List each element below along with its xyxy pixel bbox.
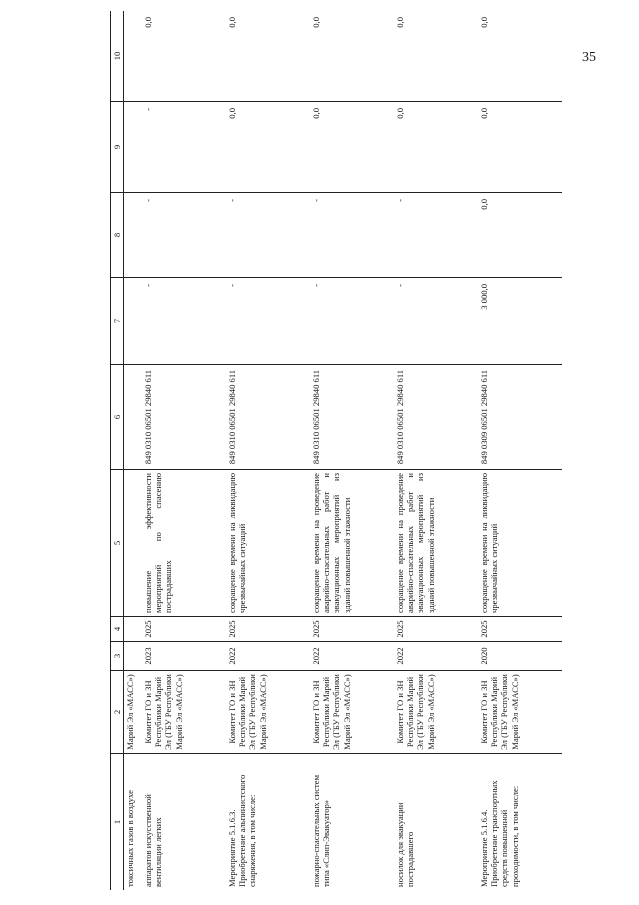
table-header	[111, 11, 124, 890]
header-col-7: 7	[111, 278, 124, 365]
cell-end-year	[124, 617, 143, 642]
cell-result	[124, 470, 143, 617]
cell-description: аппаратов искусственной вентиляции легких	[143, 794, 164, 887]
cell-executor: Комитет ГО и ЗН Республики Марий Эл (ГБУ Республики Марий Эл «МАСС»)	[226, 671, 310, 754]
cell-value-8	[124, 193, 143, 278]
cell-start-year: 2022	[394, 642, 478, 671]
header-col-2: 2	[111, 671, 124, 754]
table-row	[124, 11, 143, 890]
cell-end-year: 2025	[142, 617, 226, 642]
cell-value-8: -	[394, 193, 478, 278]
header-row	[111, 11, 124, 890]
cell-value-9: -	[142, 102, 226, 193]
cell-result: повышение эффективности мероприятий по спасению пострадавших	[142, 470, 226, 617]
cell-start-year: 2022	[310, 642, 394, 671]
cell-result: сокращение времени на ликвидацию чрезвычайных ситуаций	[478, 470, 562, 617]
cell-value-10: 0,0	[394, 11, 478, 102]
page-number: 35	[582, 50, 596, 65]
cell-description: носилок для эвакуации пострадавшего	[395, 802, 416, 887]
measures-table	[110, 11, 562, 890]
table-body	[124, 11, 563, 890]
cell-budget-code	[124, 365, 143, 470]
header-col-9: 9	[111, 102, 124, 193]
cell-executor: Комитет ГО и ЗН Республики Марий Эл (ГБУ Республики Марий Эл «МАСС»)	[394, 671, 478, 754]
header-col-3: 3	[111, 642, 124, 671]
cell-description: Мероприятие 5.1.6.4. Приобретение транспортных средств повышенной проходимости, в том числе:	[479, 780, 520, 887]
cell-budget-code: 849 0310 06501 29840 611	[226, 365, 310, 470]
header-col-8: 8	[111, 193, 124, 278]
cell-value-9: 0,0	[310, 102, 394, 193]
cell-executor: Комитет ГО и ЗН Республики Марий Эл (ГБУ Республики Марий Эл «МАСС»)	[310, 671, 394, 754]
cell-value-7: -	[394, 278, 478, 365]
cell-value-8: -	[142, 193, 226, 278]
cell-end-year: 2025	[310, 617, 394, 642]
cell-executor: Марий Эл «МАСС»)	[124, 671, 143, 754]
table-row	[478, 11, 562, 890]
cell-result: сокращение времени на проведение аварийно-спасательных работ и эвакуационных мероприятий из зданий повышенной этажности	[394, 470, 478, 617]
table-row	[310, 11, 394, 890]
cell-value-7	[124, 278, 143, 365]
cell-value-8: -	[310, 193, 394, 278]
header-col-5: 5	[111, 470, 124, 617]
cell-description: пожарно-спасательных систем типа «Слип-Эвакуатор»	[311, 774, 332, 887]
table-row	[226, 11, 310, 890]
cell-value-7: -	[226, 278, 310, 365]
cell-value-10: 0,0	[226, 11, 310, 102]
cell-start-year: 2023	[142, 642, 226, 671]
cell-value-10: 0,0	[478, 11, 562, 102]
cell-value-7: -	[310, 278, 394, 365]
cell-value-8: -	[226, 193, 310, 278]
cell-start-year: 2020	[478, 642, 562, 671]
cell-value-9: 0,0	[394, 102, 478, 193]
cell-end-year: 2025	[226, 617, 310, 642]
cell-value-10	[124, 11, 143, 102]
cell-start-year: 2022	[226, 642, 310, 671]
cell-value-9: 0,0	[478, 102, 562, 193]
cell-executor: Комитет ГО и ЗН Республики Марий Эл (ГБУ Республики Марий Эл «МАСС»)	[142, 671, 226, 754]
cell-description: Мероприятие 5.1.6.3. Приобретение альпинистского снаряжения, в том числе:	[227, 774, 258, 887]
cell-value-9: 0,0	[226, 102, 310, 193]
cell-budget-code: 849 0310 06501 29840 611	[394, 365, 478, 470]
table-row	[394, 11, 478, 890]
header-col-6: 6	[111, 365, 124, 470]
cell-value-7: -	[142, 278, 226, 365]
cell-value-10: 0,0	[310, 11, 394, 102]
cell-result: сокращение времени на проведение аварийно-спасательных работ и эвакуационных мероприятий из зданий повышенной этажности	[310, 470, 394, 617]
cell-value-7: 3 000,0	[478, 278, 562, 365]
cell-start-year	[124, 642, 143, 671]
cell-value-9	[124, 102, 143, 193]
cell-end-year: 2025	[478, 617, 562, 642]
cell-budget-code: 849 0310 06501 29840 611	[142, 365, 226, 470]
cell-end-year: 2025	[394, 617, 478, 642]
header-col-4: 4	[111, 617, 124, 642]
table-row	[142, 11, 226, 890]
cell-description: токсичных газов в воздухе	[125, 790, 136, 887]
cell-value-8: 0,0	[478, 193, 562, 278]
cell-value-10: 0,0	[142, 11, 226, 102]
header-col-1: 1	[111, 754, 124, 891]
cell-budget-code: 849 0309 06501 29840 611	[478, 365, 562, 470]
cell-budget-code: 849 0310 06501 29840 611	[310, 365, 394, 470]
header-col-10: 10	[111, 11, 124, 102]
cell-executor: Комитет ГО и ЗН Республики Марий Эл (ГБУ Республики Марий Эл «МАСС»)	[478, 671, 562, 754]
cell-result: сокращение времени на ликвидацию чрезвычайных ситуаций	[226, 470, 310, 617]
